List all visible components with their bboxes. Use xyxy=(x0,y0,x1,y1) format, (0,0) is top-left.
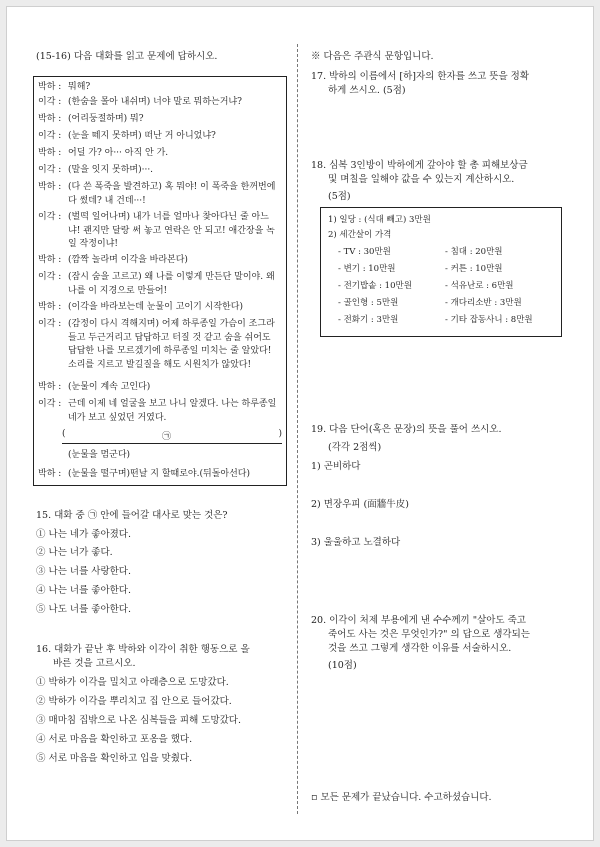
q19-line1: 19. 다음 단어(혹은 문장)의 뜻을 풀어 쓰시오. xyxy=(311,424,502,435)
dialogue-line: 박하 : (어리둥절하며) 뭐? xyxy=(38,114,144,124)
answer-blank: ( ㉠ ) xyxy=(62,429,282,442)
q20-line2: 죽어도 사는 것은 무엇인가?" 의 답으로 생각되는 xyxy=(328,629,530,640)
price-item: - 석유난로 : 6만원 xyxy=(445,281,514,291)
q17-line1: 17. 박하의 이름에서 [하]자의 한자를 쓰고 뜻을 정확 xyxy=(311,71,530,82)
furniture-price-heading: 2) 세간살이 가격 xyxy=(328,230,392,240)
q16-option-5[interactable]: ⑤ 서로 마음을 확인하고 입을 맞췄다. xyxy=(36,753,193,764)
q18-line2: 및 며칠을 일해야 값을 수 있는지 계산하시오. xyxy=(328,174,515,185)
q20-line1: 20. 이각이 처제 부용에게 낸 수수께끼 "살아도 죽고 xyxy=(311,615,526,626)
blank-mark: ㉠ xyxy=(162,432,172,442)
price-item: - 커튼 : 10만원 xyxy=(445,264,503,274)
q18-line1: 18. 심복 3인방이 박하에게 갚아야 할 총 피해보상금 xyxy=(311,160,528,171)
dialogue-line: 박하 : (이각을 바라보는데 눈물이 고이기 시작한다) xyxy=(38,302,243,312)
q15-option-2[interactable]: ② 나는 너가 좋다. xyxy=(36,547,113,558)
dialogue-line: 이각 : (말을 잇지 못하며)···. xyxy=(38,165,154,175)
price-item: - 골인형 : 5만원 xyxy=(338,298,399,308)
dialogue-line: 이각 : (감정이 다시 격해지며) 어제 하루종일 가슴이 조그라들고 두근거리고 답답하고 터질 것 같고 숨을 쉬어도 답답한 나를 모르겠기에 하루종일 미치는 줄 알았다! 소리를 지르고 발길질을 해도 시원치가 않았다! xyxy=(38,319,275,370)
dialogue-line: 박하 : (깜짝 놀라며 이각을 바라본다) xyxy=(38,255,188,265)
dialogue-line: (눈물을 멈군다) xyxy=(68,450,131,460)
column-divider xyxy=(297,44,298,814)
price-info-box xyxy=(320,207,562,337)
dialogue-line: 이각 : (한숨을 몰아 내쉬며) 너야 말로 뭐하는거냐? xyxy=(38,97,242,107)
dialogue-line: 이각 : 근데 이제 네 얼굴을 보고 나니 알겠다. 나는 하루종일 네가 보고 싶었던 거였다. xyxy=(38,399,277,423)
dialogue-line: 이각 : (벌떡 일어나며) 내가 너를 얼마나 찾아다닌 줄 아느냐! 괜지만 달랑 써 놓고 연락은 안 되고! 애간장을 녹일 작정이냐! xyxy=(38,212,275,249)
price-item: - 전기밥솥 : 10만원 xyxy=(338,281,412,291)
section-heading: (15-16) 다음 대화를 읽고 문제에 답하시오. xyxy=(36,51,218,62)
q15-stem: 15. 대화 중 ㉠ 안에 들어갈 대사로 맞는 것은? xyxy=(36,510,228,521)
dialogue-line: 박하 : (다 쓴 폭죽을 발견하고) 혹 뭐야! 이 폭죽을 한꺼번에 다 썼데? 내 건데···! xyxy=(38,182,276,206)
dialogue-line: 이각 : (눈을 떼지 못하며) 떠난 거 아니었냐? xyxy=(38,131,216,141)
q19-points: (각각 2점씩) xyxy=(328,442,382,453)
dialogue-line: 이각 : (잠시 숨을 고르고) 왜 나를 이렇게 만든단 말이야. 왜 나를 이 지경으로 만들어! xyxy=(38,272,275,296)
q16-option-2[interactable]: ② 박하가 이각을 뿌리치고 집 안으로 들어갔다. xyxy=(36,696,232,707)
q15-option-5[interactable]: ⑤ 나도 너를 좋아한다. xyxy=(36,604,131,615)
closing-message: ▫ 모든 문제가 끝났습니다. 수고하셨습니다. xyxy=(311,792,492,803)
q20-line3: 것을 쓰고 그렇게 생각한 이유를 서술하시오. xyxy=(328,643,512,654)
dialogue-box xyxy=(33,76,287,486)
dialogue-line: 박하 : 뭐해? xyxy=(38,82,91,92)
q15-option-3[interactable]: ③ 나는 너를 사랑한다. xyxy=(36,566,131,577)
subjective-heading: ※ 다음은 주관식 문항입니다. xyxy=(311,51,434,62)
q19-item-3: 3) 울울하고 노결하다 xyxy=(311,537,401,548)
q17-line2: 하게 쓰시오. (5점) xyxy=(328,85,406,96)
price-item: - 전화기 : 3만원 xyxy=(338,315,399,325)
q15-option-1[interactable]: ① 나는 네가 좋아졌다. xyxy=(36,529,131,540)
q16-stem-line1: 16. 대화가 끝난 후 박하와 이각이 취한 행동으로 올 xyxy=(36,644,250,655)
daily-wage: 1) 일당 : (식대 빼고) 3만원 xyxy=(328,215,431,225)
price-item: - 개다리소반 : 3만원 xyxy=(445,298,522,308)
q18-points: (5점) xyxy=(328,191,351,202)
price-item: - TV : 30만원 xyxy=(338,247,391,257)
q16-option-4[interactable]: ④ 서로 마음을 확인하고 포옹을 했다. xyxy=(36,734,193,745)
q16-stem-line2: 바른 것을 고르시오. xyxy=(53,658,136,669)
price-item: - 변기 : 10만원 xyxy=(338,264,396,274)
q19-item-2: 2) 면장우피 (面牆牛皮) xyxy=(311,499,409,510)
dialogue-line: 박하 : (눈물을 떨구며)떤날 지 할때로야.(뒤돌아선다) xyxy=(38,469,250,479)
q15-option-4[interactable]: ④ 나는 너를 좋아한다. xyxy=(36,585,131,596)
price-item: - 기타 잡동사니 : 8만원 xyxy=(445,315,533,325)
q16-option-1[interactable]: ① 박하가 이각을 밀치고 아래층으로 도망갔다. xyxy=(36,677,229,688)
q16-option-3[interactable]: ③ 매마침 집밖으로 나온 심복들을 피해 도망갔다. xyxy=(36,715,242,726)
dialogue-line: 박하 : 어딜 가? 아··· 아직 안 가. xyxy=(38,148,169,158)
price-item: - 침대 : 20만원 xyxy=(445,247,503,257)
q19-item-1: 1) 곤비하다 xyxy=(311,461,361,472)
dialogue-line: 박하 : (눈물이 계속 고인다) xyxy=(38,382,151,392)
q20-points: (10점) xyxy=(328,660,357,671)
